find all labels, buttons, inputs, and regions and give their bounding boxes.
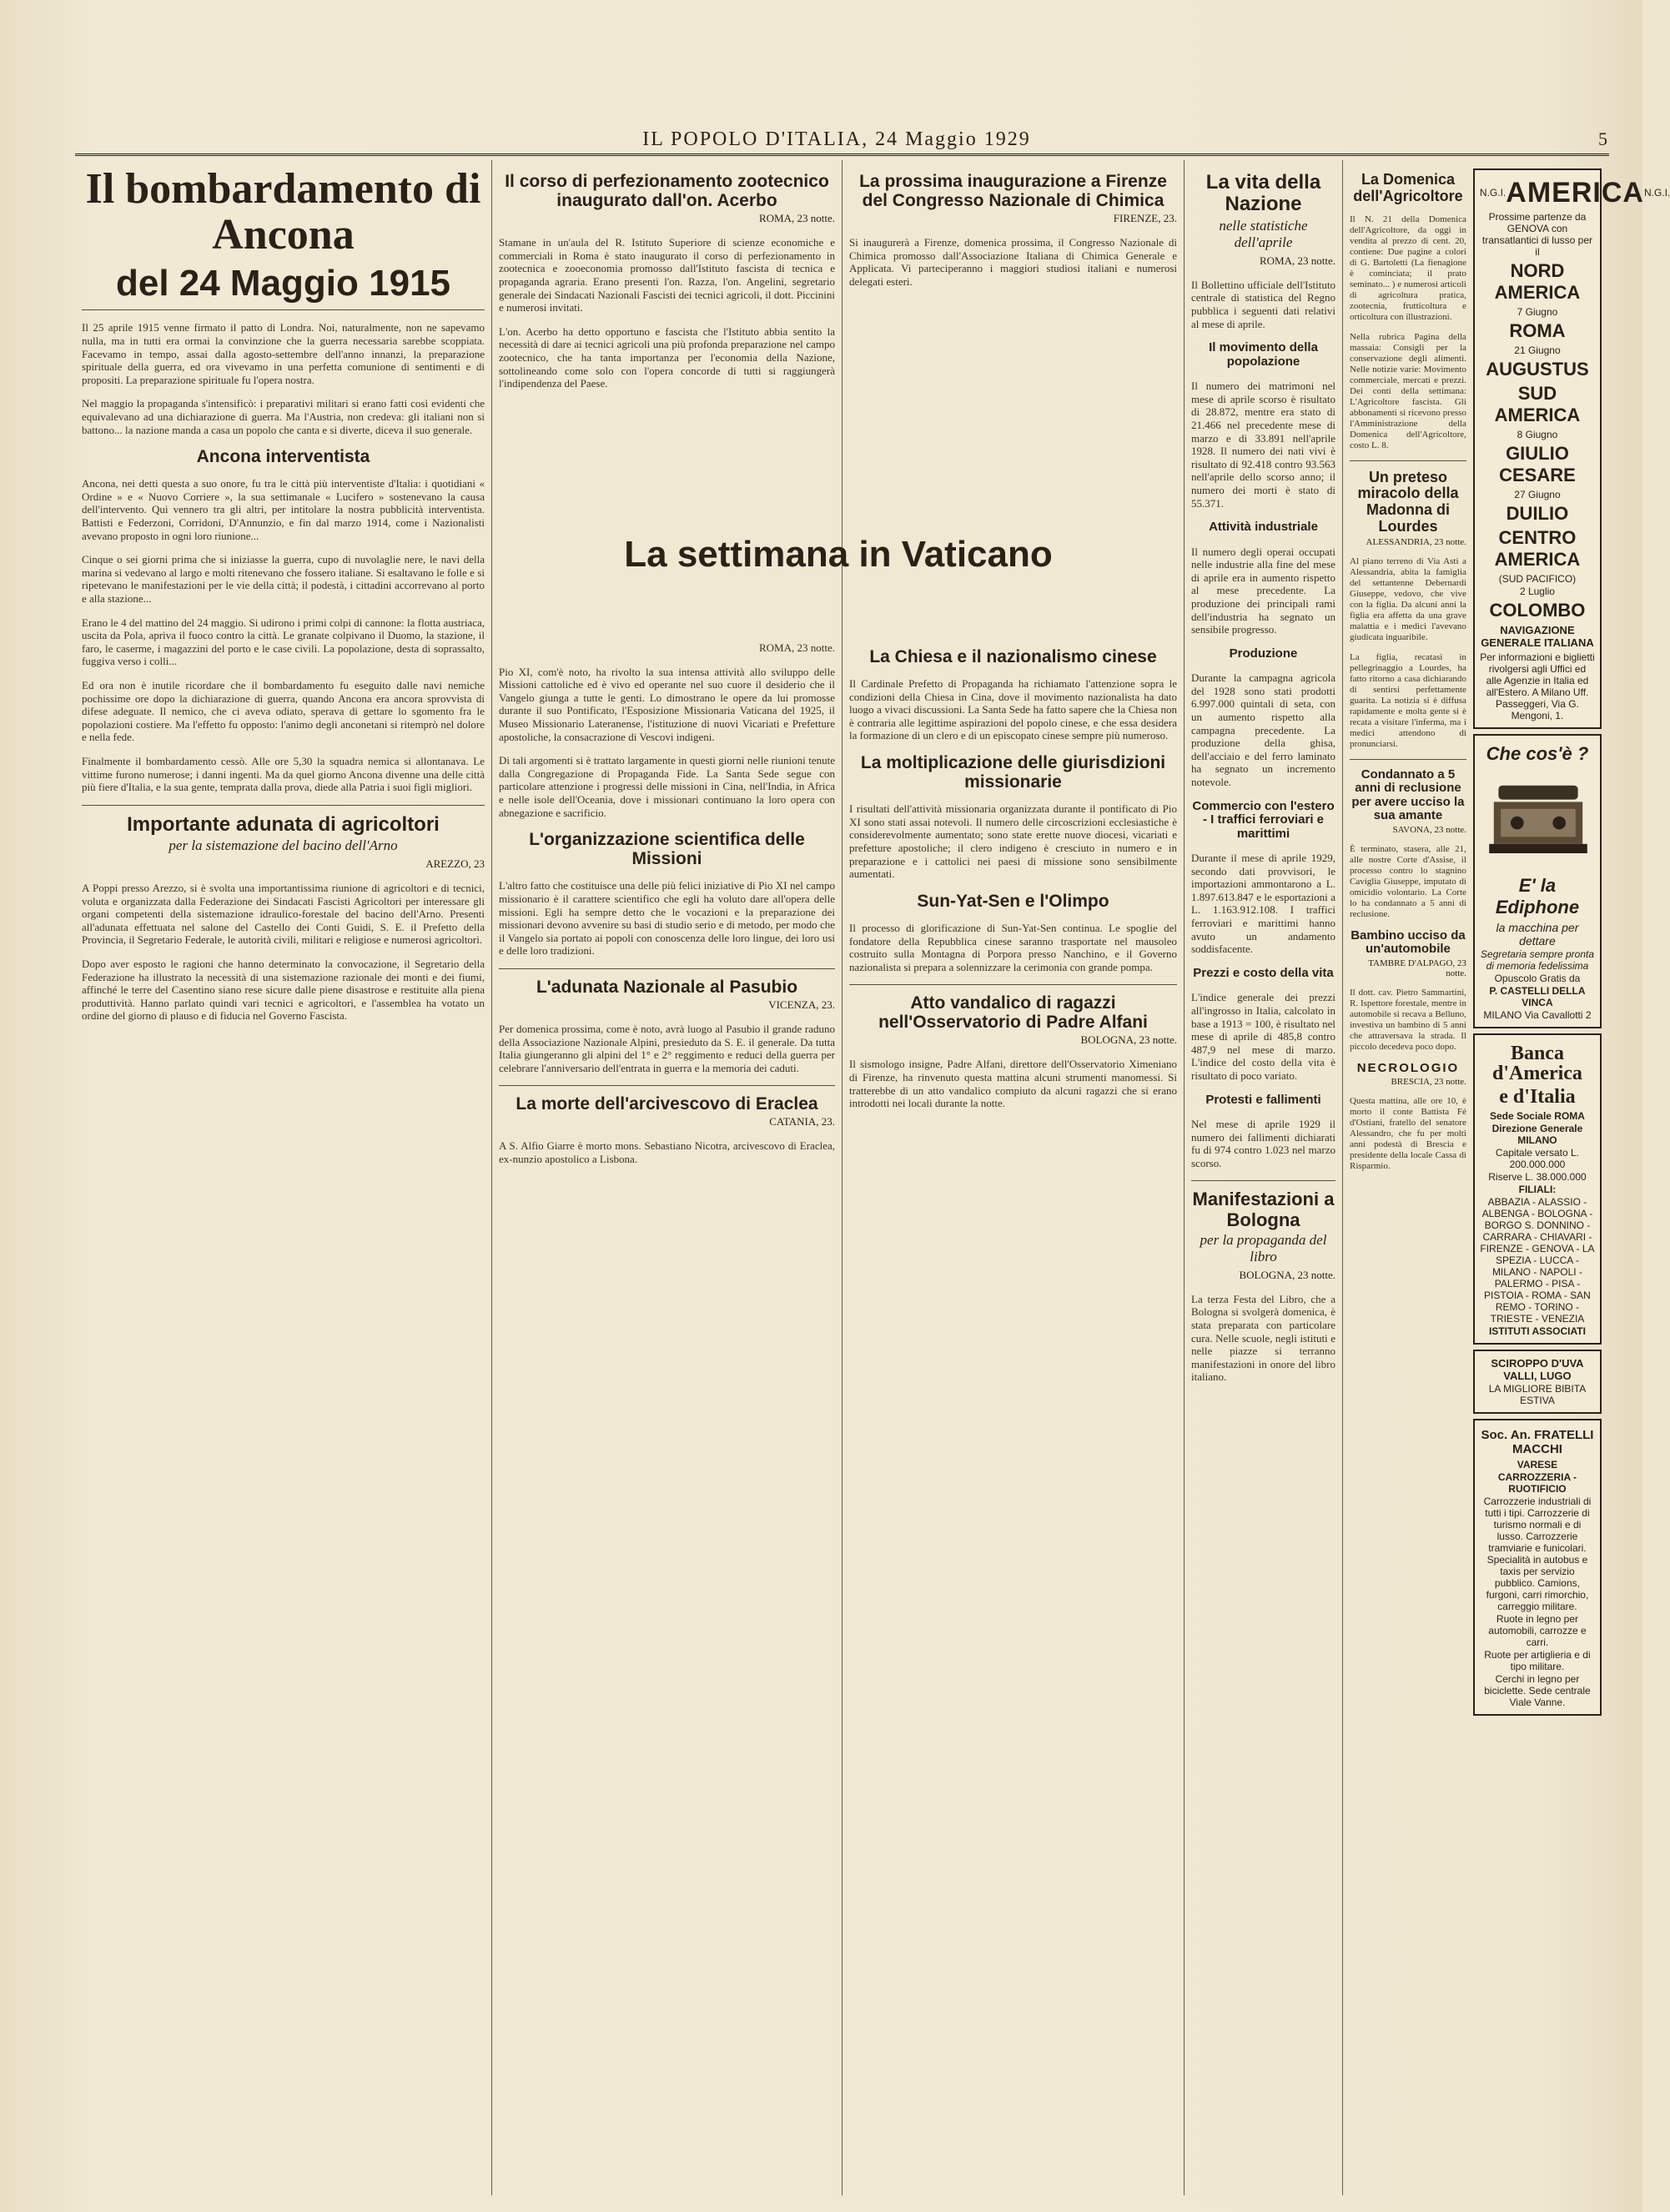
column-5-split	[1350, 163, 1670, 1721]
divider	[499, 1085, 835, 1086]
section-heading: Sun-Yat-Sen e l'Olimpo	[917, 891, 1109, 911]
bank-seat: Sede Sociale ROMA	[1489, 1110, 1585, 1122]
article-paragraph: Il numero dei matrimoni nel mese di aprile scorso è risultato di 28.872, mentre era stato di 21.466 nel precedente mese di marzo e di 33.891 nell'aprile 1928. Il numero dei nati vivi è risultato di 92.418 contro 93.563 nell'aprile dello scorso anno; il numero dei morti è stato di 55.371.	[1191, 380, 1335, 510]
column-5-ads	[1471, 163, 1670, 1721]
divider	[849, 984, 1177, 985]
bank-title: e d'Italia	[1499, 1086, 1576, 1108]
article-paragraph: Dopo aver esposto le ragioni che hanno determinato la convocazione, il Segretario della Federazione ha illustrato la necessità di una sistemazione razionale dei monti e dei fiumi, affinché le terre del Casentino siano rese sicure dalle piene disastrose e restituite alla piena produttività. Hanno parlato quindi vari tecnici e agricoltori, e l'assemblea ha votato un ordine del giorno di plauso e di fiducia nel Governo Fascista.	[82, 958, 485, 1023]
article-paragraph: A Poppi presso Arezzo, si è svolta una importantissima riunione di agricoltori e di tecnici, voluta e organizzata dalla Federazione dei Sindacati Fascisti Agricoltori per interessare gli organi competenti della sistemazione idraulico-forestale del bacino dell'Arno. Presenti all'adunata effettuata nel salone del Castello dei Conti Guidi, S. E. il Prefetto della Provincia, il Segretario Federale, le autorità civili, militari e religiose e numerosi agricoltori.	[82, 882, 485, 947]
article-paragraph: Si inaugurerà a Firenze, domenica prossima, il Congresso Nazionale di Chimica promosso dall'Associazione Italiana di Chimica Generale e Applicata. Vi parteciperanno i maggiori studiosi italiani e numerosi delegati esteri.	[849, 236, 1177, 288]
dateline: CATANIA, 23.	[769, 1115, 835, 1129]
nav-text: Per informazioni e biglietti rivolgersi agli Uffici ed alle Agenzie in Italia ed all'Estero. A Milano Uff. Passeggeri, Via G. Mengoni, 1.	[1480, 651, 1595, 721]
column-3-top	[849, 172, 1177, 539]
article-paragraph: Ed ora non è inutile ricordare che il bombardamento fu eseguito dalle navi nemiche pochissime ore dopo la dichiarazione di guerra, quando Ancona era ancora sprovvista di difese adeguate. Il nemico, che ci aveva odiato, sperava di gettare lo sgomento fra le popolazioni costiere. Ma l'effetto fu opposto: l'animo degli anconetani si ritemprò nel dolore e nella fede.	[82, 678, 485, 744]
article-paragraph: Il Bollettino ufficiale dell'Istituto centrale di statistica del Regno pubblica i seguenti dati relativi al mese di aprile.	[1191, 278, 1335, 330]
ad-catalog: Opuscolo Gratis da	[1494, 973, 1581, 984]
article-paragraph: Nella rubrica Pagina della massaia: Consigli per la conservazione degli alimenti. Nelle notizie varie: Movimento commerciale, mercati e prezzi. Dei conti della settimana: L'Agricoltore fascista. Gli abbonamenti si ricevono presso l'Amministrazione della Domenica dell'Agricoltore, costo L. 8.	[1350, 331, 1466, 450]
bank-ad	[1473, 1033, 1602, 1345]
section-heading: Attività industriale	[1209, 520, 1318, 535]
section-heading: Condannato a 5 anni di reclusione per avere ucciso la sua amante	[1351, 767, 1465, 823]
dateline: BRESCIA, 23 notte.	[1391, 1077, 1466, 1088]
dateline: ROMA, 23 notte.	[759, 212, 835, 225]
ad-text: Ruote per artiglieria e di tipo militare.	[1484, 1649, 1591, 1672]
ad-text: Cerchi in legno per biciclette. Sede centrale Viale Vanne.	[1484, 1673, 1591, 1708]
sailing-date: 7 Giugno	[1517, 306, 1558, 318]
page-number: 5	[1598, 128, 1609, 149]
section-heading: L'adunata Nazionale al Pasubio	[536, 977, 798, 997]
dateline: FIRENZE, 23.	[1113, 212, 1177, 225]
section-heading: La Domenica dell'Agricoltore	[1353, 171, 1463, 204]
section-heading: La moltiplicazione delle giurisdizioni missionarie	[860, 753, 1166, 792]
ad-address: MILANO Via Cavallotti 2	[1483, 1009, 1592, 1021]
dateline: AREZZO, 23	[425, 857, 485, 871]
article-paragraph: L'indice generale dei prezzi all'ingrosso in Italia, calcolato in base a 1913 = 100, è risultato nel mese di aprile di 485,8 contro 487,9 nel mese di marzo. L'indice del costo della vita è risultato di poco variato.	[1191, 991, 1335, 1082]
column-5	[1343, 160, 1670, 2195]
article-paragraph: Il Cardinale Prefetto di Propaganda ha richiamato l'attenzione sopra le condizioni della Chiesa in Cina, dove il movimento nazionalista ha dato luogo a vivaci discussioni. La Santa Sede ha fatto sapere che la Chiesa non è contraria alle legittime aspirazioni del popolo cinese, e che essa desidera la formazione di un clero e di un episcopato cinese sempre più numeroso.	[849, 677, 1177, 742]
headline-ancona-date: del 24 Maggio 1915	[115, 263, 451, 304]
ship-name: AUGUSTUS	[1486, 359, 1589, 380]
ship-name: ROMA	[1509, 320, 1566, 341]
ad-text: Carrozzerie industriali di tutti i tipi. Carrozzerie di turismo normali e di lusso. Carrozzerie tramviarie e funicolari. Specialità in autobus e taxis per servizio pubblico. Camions, furgoni, carri rimorchio, carreggio militare.	[1483, 1496, 1592, 1612]
divider	[82, 309, 485, 310]
ad-title: Soc. An. FRATELLI MACCHI	[1481, 1428, 1594, 1456]
section-heading: La morte dell'arcivescovo di Eraclea	[516, 1094, 818, 1114]
section-heading: Atto vandalico di ragazzi nell'Osservatorio di Padre Alfani	[878, 993, 1148, 1033]
article-paragraph: Durante la campagna agricola del 1928 sono stati prodotti 6.997.000 quintali di seta, con un aumento rispetto alla campagna precedente. La produzione della ghisa, dell'acciaio e del ferro laminato ha segnato un incremento notevole.	[1191, 671, 1335, 788]
section-heading: La prossima inaugurazione a Firenze del Congresso Nazionale di Chimica	[859, 172, 1167, 211]
article-paragraph: Il sismologo insigne, Padre Alfani, direttore dell'Osservatorio Ximeniano di Firenze, ha rinvenuto questa mattina alcuni strumenti manomessi. Si tratterebbe di un atto vandalico compiuto da alcuni ragazzi che si erano introdotti nei locali durante la notte.	[849, 1058, 1177, 1110]
dateline: ROMA, 23 notte.	[1260, 254, 1335, 267]
ad-subtitle: LA MIGLIORE BIBITA ESTIVA	[1488, 1383, 1587, 1406]
headline-vaticano: La settimana in Vaticano	[624, 534, 1053, 575]
section-heading: Ancona interventista	[196, 447, 370, 467]
dateline: VICENZA, 23.	[768, 998, 835, 1011]
sailing-date: 21 Giugno	[1514, 344, 1561, 356]
section-heading: Manifestazioni a Bologna	[1192, 1189, 1335, 1230]
article-paragraph: ROMA, 23 notte.	[759, 641, 835, 654]
masthead	[75, 125, 1609, 156]
ad-header	[1479, 175, 1670, 210]
section-heading: Un preteso miracolo della Madonna di Lourdes	[1357, 468, 1459, 535]
section-heading: Il movimento della popolazione	[1209, 340, 1318, 369]
article-paragraph: A S. Alfio Giarre è morto mons. Sebastiano Nicotra, arcivescovo di Eraclea, ex-nunzio apostolico a Lisbona.	[499, 1139, 835, 1166]
section-heading: L'organizzazione scientifica delle Missioni	[529, 830, 805, 869]
ad-slogan: la macchina per dettare	[1496, 921, 1579, 948]
column-3	[843, 160, 1185, 2195]
column-2-top	[499, 172, 835, 530]
section-subheading: nelle statistiche dell'aprile	[1219, 217, 1308, 250]
column-1	[75, 160, 492, 2195]
ediphone-ad	[1473, 734, 1602, 1028]
ad-subtext: Segretaria sempre pronta di memoria fedelissima	[1480, 948, 1594, 972]
ad-title: AMERICA	[1506, 177, 1644, 209]
article-paragraph: Erano le 4 del mattino del 24 maggio. Si udirono i primi colpi di cannone: la flotta austriaca, uscita da Pola, apriva il fuoco contro la città. Le granate colpivano il Duomo, la stazione, il faro, le caserme, i magazzini del porto e le case civili. La popolazione, desta di soprassalto, fuggiva verso i colli...	[82, 616, 485, 668]
column-2	[492, 160, 843, 2195]
divider	[82, 805, 485, 806]
route-heading: NORD AMERICA	[1494, 260, 1581, 303]
route-heading: CENTRO AMERICA	[1494, 527, 1581, 570]
dateline: BOLOGNA, 23 notte.	[1239, 1268, 1335, 1281]
ship-name: DUILIO	[1506, 503, 1569, 524]
divider	[1350, 759, 1466, 760]
section-heading: Protesti e fallimenti	[1205, 1092, 1321, 1107]
article-paragraph: Pio XI, com'è noto, ha rivolto la sua intensa attività allo sviluppo delle Missioni cattoliche ed è vivo ed operante nel suo cuore il desiderio che il Vangelo giunga a tutte le genti. Lo dimostrano le opere da lui promosse durante il suo Pontificato, l'Esposizione Missionaria Vaticana del 1925, il Museo Missionario Lateranense, l'istituzione di nuovi Vicariati e Prefetture apostoliche, la consacrazione di Vescovi indigeni.	[499, 665, 835, 743]
article-paragraph: Al piano terreno di Via Asti a Alessandria, abita la famiglia del settantenne Debernardi Giuseppe, vedovo, che vive con la figlia. Da alcuni anni la figlia era affetta da una grave malattia e i medici l'avevano giudicata inguaribile.	[1350, 556, 1466, 642]
article-paragraph: La figlia, recatasi in pellegrinaggio a Lourdes, ha fatto ritorno a casa dichiarando di sentirsi perfettamente guarita. La notizia si è diffusa rapidamente e molta gente si è recata a visitare l'inferma, ma i medici attendono di pronunciarsi.	[1350, 651, 1466, 749]
nav-title: NAVIGAZIONE GENERALE ITALIANA	[1481, 624, 1594, 649]
ad-firm: P. CASTELLI DELLA VINCA	[1489, 985, 1586, 1008]
article-paragraph: Il 25 aprile 1915 venne firmato il patto di Londra. Noi, naturalmente, non ne sapevamo nulla, ma in tutti era ormai la convinzione che la guerra necessaria sarebbe scoppiata. Facevamo in tempo, assai dalla agosto-settembre dell'anno innanzi, la preparazione spirituale della guerra, ed ora vivevamo in una perfetta comunione di sentimenti e di propositi. La preparazione spirituale fu l'opera nostra.	[82, 321, 485, 386]
ship-name: GIULIO CESARE	[1499, 443, 1576, 485]
ngi-logo: N.G.I.	[1643, 187, 1670, 199]
section-heading: Prezzi e costo della vita	[1193, 965, 1334, 980]
section-subheading: per la sistemazione del bacino dell'Arno	[169, 837, 398, 854]
article-paragraph: Ancona, nei detti questa a suo onore, fu tra le città più interventiste d'Italia: i quotidiani « Ordine » e « Nuovo Corriere », la sua settimanale « Lucifero » sostenevano la causa dell'intervento. Qui vennero tra gli altri, per intitolare la nostra pubblicità interventista. Battisti e Federzoni, Corridoni, D'Annunzio, e fin dal marzo 1914, come i Nazionalisti avevano proposto in ogni loro riunione...	[82, 477, 485, 542]
sciroppo-ad	[1473, 1350, 1602, 1414]
article-paragraph: Il N. 21 della Domenica dell'Agricoltore, da oggi in vendita al prezzo di cent. 20, contiene: Due pagine a colori di G. Bartoletti (La fienagione è cominciata; il prato seminato... ) e numerosi articoli di agricoltura pratica, zootecnia, frutticoltura e orticoltura con illustrazioni.	[1350, 214, 1466, 322]
route-heading: SUD AMERICA	[1494, 383, 1581, 425]
ship-name: COLOMBO	[1489, 600, 1586, 621]
section-heading: Il corso di perfezionamento zootecnico inaugurato dall'on. Acerbo	[505, 172, 829, 211]
ad-question: Che cos'è ?	[1486, 743, 1589, 764]
article-paragraph: Il dott. cav. Pietro Sammartini, R. Ispettore forestale, mentre in automobile si recava a Belluno, investiva un bambino di 5 anni che attraversava la strada. Il piccolo decedeva poco dopo.	[1350, 987, 1466, 1052]
ngi-logo: N.G.I.	[1479, 187, 1507, 199]
column-5-articles	[1350, 163, 1466, 1721]
dateline: BOLOGNA, 23 notte.	[1080, 1033, 1177, 1047]
article-paragraph: Per domenica prossima, come è noto, avrà luogo al Pasubio il grande raduno della Associazione Nazionale Alpini, presieduto da S. E. il generale. Da tutta Italia giungeranno gli alpini del 1° e 2° reggimento e reduci della guerra per celebrare l'anniversario dell'entrata in guerra e la memoria dei caduti.	[499, 1022, 835, 1074]
ediphone-machine-icon	[1480, 772, 1597, 864]
article-paragraph: Il processo di glorificazione di Sun-Yat-Sen continua. Le spoglie del fondatore della Repubblica cinese saranno trasportate nel mausoleo costruito sulla Montagna di Porpora presso Nanchino, e il Governo nazionalista si prepara a solennizzare la cerimonia con grande pompa.	[849, 921, 1177, 973]
masthead-title: IL POPOLO D'ITALIA, 24 Maggio 1929	[642, 128, 1031, 150]
sailing-date: 8 Giugno	[1517, 429, 1558, 440]
ad-subtitle: Prossime partenze da GENOVA con transatlantici di lusso per il	[1481, 211, 1592, 258]
article-paragraph: Nel maggio la propaganda s'intensificò: i preparativi militari si erano fatti così evidenti che equivalevano ad una dichiarazione di guerra. Ma l'Austria, non credeva: gli italiani non si battono... la nazione manda a casa un popolo che canta e si diverte, diceva il suo generale.	[82, 397, 485, 436]
dateline: TAMBRE D'ALPAGO, 23 notte.	[1368, 958, 1466, 978]
article-paragraph: La terza Festa del Libro, che a Bologna si svolgerà domenica, è stata preparata con particolare cura. Nelle scuole, negli istituti e nelle piazze si terranno manifestazioni in onore del libro italiano.	[1191, 1292, 1335, 1384]
divider	[1191, 1180, 1335, 1181]
bank-title: Banca d'America	[1491, 1043, 1582, 1084]
section-subheading: per la propaganda del libro	[1200, 1231, 1327, 1264]
bank-branches: ABBAZIA - ALASSIO - ALBENGA - BOLOGNA - BORGO S. DONNINO - CARRARA - CHIAVARI - FIRENZE - GENOVA - LA SPEZIA - LUCCA - MILANO - NAPOLI - PALERMO - PISA - PISTOIA - ROMA - SAN REMO - TORINO - TRIESTE - VENEZIA	[1480, 1196, 1595, 1325]
sailing-date: 2 Luglio	[1519, 586, 1555, 597]
dateline: ALESSANDRIA, 23 notte.	[1366, 536, 1466, 547]
article-paragraph: È terminato, stasera, alle 21, alle nostre Corte d'Assise, il processo contro lo stagnino Caviglia Giuseppe, imputato di omicidio volontario. La Corte lo ha condannato a 5 anni di reclusione.	[1350, 843, 1466, 919]
section-heading: Commercio con l'estero - I traffici ferroviari e marittimi	[1192, 798, 1335, 841]
ad-brand: E' la Ediphone	[1495, 875, 1580, 917]
article-paragraph: I risultati dell'attività missionaria organizzata durante il pontificato di Pio XI sono stati assai notevoli. Il numero delle circoscrizioni ecclesiastiche è considerevolmente aumentato; sono state erette nuove diocesi, vicariati e prefetture apostoliche; il clero indigeno è cresciuto in numero e in preparazione e i cattolici nei paesi di missione sono sensibilmente aumentati.	[849, 802, 1177, 881]
column-4	[1185, 160, 1343, 2195]
article-paragraph: Di tali argomenti si è trattato largamente in questi giorni nelle riunioni tenute dalla Congregazione di Propaganda Fide. La Santa Sede segue con particolare attenzione i progressi delle missioni in Cina, nell'India, in Africa e nelle isole dell'Oceania, dove i missionari continuano la loro opera con abnegazione e sacrificio.	[499, 754, 835, 819]
article-paragraph: Il numero degli operai occupati nelle industrie alla fine del mese di aprile era in aumento rispetto al mese precedente. La produzione dei principali rami dell'industria ha segnato un sensibile progresso.	[1191, 545, 1335, 636]
section-heading: Bambino ucciso da un'automobile	[1351, 928, 1466, 957]
section-heading: Importante adunata di agricoltori	[127, 812, 440, 836]
section-heading: Produzione	[1229, 646, 1298, 661]
ad-city: VARESE	[1517, 1459, 1558, 1470]
macchi-ad	[1473, 1419, 1602, 1716]
article-paragraph: Finalmente il bombardamento cessò. Alle ore 5,30 la squadra nemica si allontanava. Le vittime furono numerose; i danni ingenti. Ma da quel giorno Ancona divenne una delle città più fiere d'Italia, e la sua gente, temprata dalla prova, diede alla Patria i suoi figli migliori.	[82, 754, 485, 794]
article-paragraph: Stamane in un'aula del R. Istituto Superiore di scienze economiche e commerciali in Roma è stato inaugurato il corso di perfezionamento in zootecnica e zooeconomia promosso dall'Istituto fascista di tecnica e propaganda agraria. Erano presenti l'on. Razza, l'on. Angelini, segretario generale dei Sindacati Nazionali Fascisti dei tecnici agricoli, il dott. Piccinini e numerosi invitati.	[499, 236, 835, 314]
route-subheading: (SUD PACIFICO)	[1498, 573, 1577, 585]
bank-capital: Capitale versato L. 200.000.000	[1495, 1147, 1579, 1170]
dateline: SAVONA, 23 notte.	[1392, 824, 1466, 835]
section-heading: La vita della Nazione	[1205, 171, 1321, 216]
bank-direction: Direzione Generale MILANO	[1491, 1123, 1583, 1146]
section-heading: La Chiesa e il nazionalismo cinese	[869, 647, 1157, 666]
article-paragraph: L'altro fatto che costituisce una delle più felici iniziative di Pio XI nel campo missionario è il carattere scientifico che egli ha voluto dare all'opera delle missioni. Egli ha sempre detto che le vocazioni e la preparazione dei missionari devono avvenire su basi di studio serio e di metodo, per modo che il Vangelo sia portato ai popoli con conoscenza delle loro lingue, dei loro usi e delle loro tradizioni.	[499, 879, 835, 958]
ad-text: Ruote in legno per automobili, carrozze e carri.	[1488, 1613, 1587, 1648]
ad-title: SCIROPPO D'UVA VALLI, LUGO	[1491, 1357, 1584, 1382]
headline-ancona: Il bombardamento di Ancona	[85, 165, 481, 259]
article-paragraph: L'on. Acerbo ha detto opportuno e fascista che l'Istituto abbia sentito la necessità di dare ai tecnici agricoli una più profonda preparazione nel campo zootecnico, che ha tanta importanza per l'economia della Nazione, sottolineando come solo con l'opera concorde di tutti si raggiungerà l'indipendenza del Paese.	[499, 324, 835, 390]
ad-subtitle: CARROZZERIA - RUOTIFICIO	[1497, 1471, 1577, 1495]
bank-branches-label: FILIALI:	[1518, 1184, 1557, 1195]
section-heading: NECROLOGIO	[1356, 1060, 1460, 1075]
ngi-america-ad	[1473, 168, 1670, 729]
article-paragraph: Cinque o sei giorni prima che si iniziasse la guerra, cupo di nuvolaglie nere, le navi della marina si vedevano al largo e molti ritenevano che fossero italiane. Si esaltavano le folle e si ripetevano le manifestazioni per le vie della città; il podestà, i cittadini accorrevano al porto e alla stazione...	[82, 553, 485, 605]
bank-associates: ISTITUTI ASSOCIATI	[1488, 1325, 1586, 1337]
bank-reserves: Riserve L. 38.000.000	[1488, 1171, 1587, 1183]
article-paragraph: Durante il mese di aprile 1929, secondo dati provvisori, le importazioni ammontarono a L. 1.897.613.847 e le esportazioni a L. 1.163.912.108. I traffici ferroviari e marittimi hanno avuto un andamento soddisfacente.	[1191, 852, 1335, 956]
divider	[1350, 460, 1466, 461]
article-paragraph: Questa mattina, alle ore 10, è morto il conte Battista Fé d'Ostiani, fratello del senatore Alessandro, che fu per molti anni podestà di Brescia e presidente della locale Cassa di Risparmio.	[1350, 1096, 1466, 1172]
article-paragraph: Nel mese di aprile 1929 il numero dei fallimenti dichiarati fu di 974 contro 1.023 nel marzo scorso.	[1191, 1118, 1335, 1169]
sailing-date: 27 Giugno	[1514, 489, 1561, 500]
divider	[499, 968, 835, 969]
